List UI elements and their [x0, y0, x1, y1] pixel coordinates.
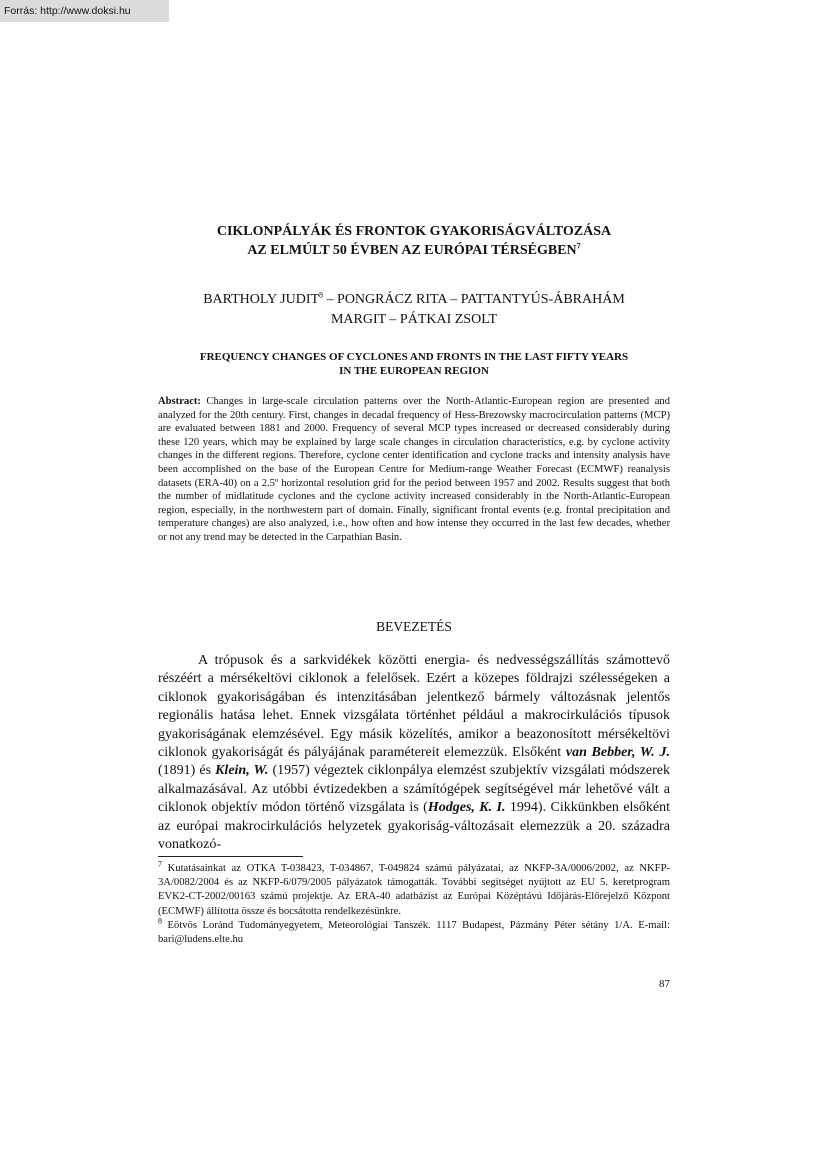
paper-title [158, 222, 670, 260]
footnote-8 [158, 916, 670, 947]
footnote-text: Eötvös Loránd Tudományegyetem, Meteorológiai Tanszék. 1117 Budapest, Pázmány Péter sétány 1/A. E-mail: bari@ludens.elte.hu [158, 919, 670, 946]
body-text-2: (1891) és [158, 763, 216, 779]
author-footnote-ref: 8 [319, 290, 324, 300]
abstract [158, 395, 670, 545]
authors-line-1 [158, 290, 670, 310]
abstract-text: Changes in large-scale circulation patterns over the North-Atlantic-European region are presented and analyzed for the 20th century. First, changes in decadal frequency of Hess-Brezowsky macrocirculation patterns (MCP) are evaluated between 1881 and 2000. Frequency of several MCP types increased or decreased considerably during these 120 years, which may be explained by large scale changes in circulation characteristics, e.g. by cyclone activity changes in the different regions. Therefore, cyclone center identification and cyclone tracks and intensity analysis have been accomplished on the base of the European Centre for Medium-range Weather Forecast (ECMWF) reanalysis datasets (ERA-40) on a 2.5º horizontal resolution grid for the period between 1957 and 2002. Results suggest that both the number of midlatitude cyclones and the cyclone activity increased considerably in the North-Atlantic-European region, especially, in the northwestern part of domain. Finally, significant frontal events (e.g. frontal precipitation and temperature changes) are also analyzed, i.e., how often and how intense they occurred in the last few decades, whether or not any trend may be detected in the Carpathian Basin. [158, 396, 670, 543]
english-title [158, 350, 670, 378]
reference-hodges: Hodges, K. I. [427, 800, 506, 816]
footnotes [158, 859, 670, 947]
source-label: Forrás: http://www.doksi.hu [0, 0, 169, 22]
footnote-number: 8 [158, 916, 162, 926]
reference-van-bebber: van Bebber, W. J. [565, 745, 670, 761]
abstract-label: Abstract: [158, 396, 201, 407]
authors-rest: – PONGRÁCZ RITA – PATTANTYÚS-ÁBRAHÁM [323, 292, 625, 307]
title-line-1: CIKLONPÁLYÁK ÉS FRONTOK GYAKORISÁGVÁLTOZÁSA [216, 224, 612, 239]
body-paragraph [158, 652, 670, 854]
author-list [158, 290, 670, 330]
footnote-7 [158, 859, 670, 919]
title-line-2-text: AZ ELMÚLT 50 ÉVBEN AZ EURÓPAI TÉRSÉGBEN [247, 243, 577, 258]
english-title-line-2: IN THE EUROPEAN REGION [339, 365, 489, 377]
english-title-line-1: FREQUENCY CHANGES OF CYCLONES AND FRONTS IN THE LAST FIFTY YEARS [199, 351, 629, 363]
body-text-4: 1994). Cikkünkben elsőként az európai makrocirkulációs helyzetek gyakoriság-változásait elemezzük a 20. századra vonatkozó- [158, 800, 670, 853]
reference-klein: Klein, W. [215, 763, 269, 779]
footnote-divider [158, 856, 303, 857]
section-heading: BEVEZETÉS [376, 619, 452, 634]
body-text-3: (1957) végeztek ciklonpálya elemzést szubjektív vizsgálati módszerek alkalmazásával. Az utóbbi évtizedekben a számítógépek segítségével már lehetővé vált a ciklonok objektív módon történő vizsgálata is ( [158, 763, 670, 816]
title-line-2 [158, 241, 670, 260]
authors-line-2: MARGIT – PÁTKAI ZSOLT [330, 312, 498, 327]
title-footnote-ref: 7 [576, 241, 581, 251]
body-text-1: A trópusok és a sarkvidékek közötti energia- és nedvességszállítás számottevő részéért a mérsékeltövi ciklonok a felelősek. Ezért a közepes földrajzi szélességeken a ciklonok gyakoriságában és intenzitásában jelentkező bármely változásnak jelentős regionális hatása lehet. Ennek vizsgálata történhet például a makrocirkulációs típusok gyakoriságának elemzésével. Egy másik közelítés, amikor a beazonosított mérsékeltövi ciklonok gyakoriságát és pályájának paramétereit elemezzük. Elsőként [158, 653, 670, 761]
footnote-number: 7 [158, 859, 162, 869]
page-number: 87 [659, 978, 670, 990]
author-first: BARTHOLY JUDIT [203, 292, 320, 307]
footnote-text: Kutatásainkat az OTKA T-038423, T-034867, T-049824 számú pályázatai, az NKFP-3A/0006/2002, az NKFP-3A/0082/2004 és az NKFP-6/079/2005 pályázatok támogatták. További segítséget nyújtott az EU 5. keretprogram EVK2-CT-2002/00163 számú projektje. Az ERA-40 adatbázist az Európai Középtávú Időjárás-Előrejelző Központ (ECMWF) állította össze és bocsátotta rendelkezésünkre. [158, 863, 670, 917]
